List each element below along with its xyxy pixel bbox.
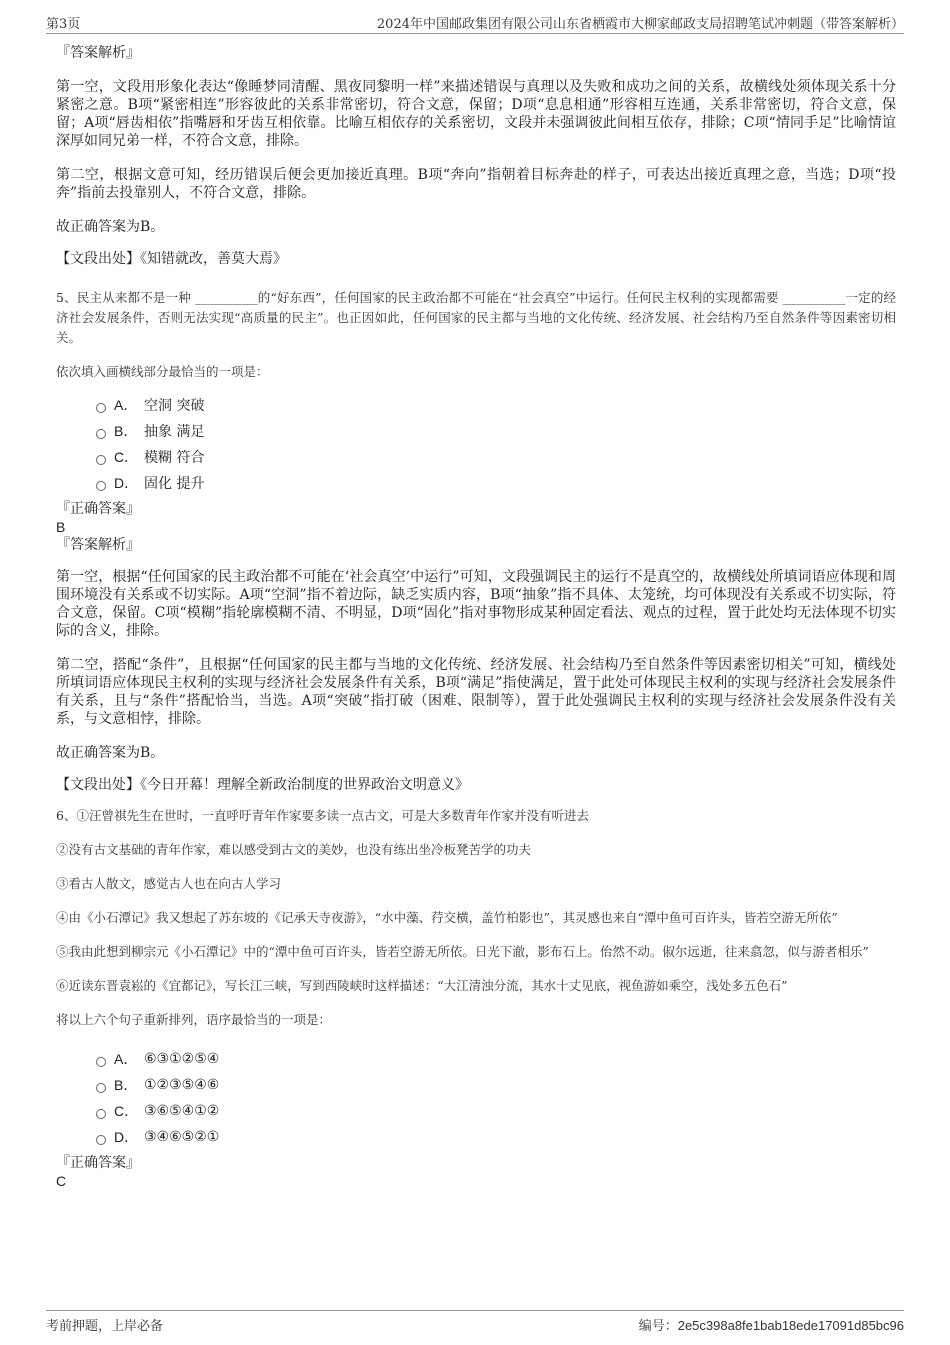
analysis-paragraph-1: 第一空，文段用形象化表达“像睡梦同清醒、黑夜同黎明一样”来描述错误与真理以及失败和成功之间的关系，故横线处须体现关系十分紧密之意。B项“紧密相连”形容彼此的关系非常密切，符合文意，保留；D项“息息相通”形容相互连通，关系非常密切，符合文意，保留；A项“唇齿相依”指嘴唇和牙齿互相依靠。比喻互相依存的关系密切，文段并未强调彼此间相互依存，排除；C项“情同手足”比喻情谊深厚如同兄弟一样，不符合文意，排除。 — [56, 79, 896, 149]
sentence-3: ③看古人散文，感觉古人也在向古人学习 — [56, 876, 282, 891]
correct-answer-value: C — [56, 1173, 67, 1189]
analysis-conclusion: 故正确答案为B。 — [56, 745, 165, 761]
radio-icon[interactable] — [96, 429, 106, 439]
radio-icon[interactable] — [96, 403, 106, 413]
sentence-4: ④由《小石潭记》我又想起了苏东坡的《记承天寺夜游》，“水中藻、荇交横，盖竹柏影也”，其灵感也来自“潭中鱼可百许头，皆若空游无所依” — [56, 910, 838, 925]
option-b[interactable]: B． 抽象 满足 — [96, 418, 896, 444]
correct-answer-label: 『正确答案』 — [56, 501, 140, 517]
passage-source: 【文段出处】《知错就改，善莫大焉》 — [56, 251, 287, 267]
passage-source: 【文段出处】《今日开幕！理解全新政治制度的世界政治文明意义》 — [56, 777, 469, 793]
sentence-2: ②没有古文基础的青年作家，难以感受到古文的美妙，也没有练出坐冷板凳苦学的功夫 — [56, 842, 532, 857]
radio-icon[interactable] — [96, 455, 106, 465]
question-6 — [56, 806, 896, 1190]
correct-answer-label: 『正确答案』 — [56, 1155, 140, 1171]
document-title: 2024年中国邮政集团有限公司山东省栖霞市大柳家邮政支局招聘笔试冲刺题（带答案解析） — [376, 17, 904, 32]
option-a[interactable]: A． ⑥③①②⑤④ — [96, 1046, 896, 1072]
code-value: 2e5c398a8fe1bab18ede17091d85bc96 — [677, 1318, 904, 1333]
question-instruction: 将以上六个句子重新排列，语序最恰当的一项是： — [56, 1012, 332, 1027]
page-footer — [46, 1310, 904, 1335]
sentence-1: 6、①汪曾祺先生在世时，一直呼吁青年作家要多读一点古文，可是大多数青年作家并没有听进去 — [56, 808, 589, 823]
page-header — [46, 13, 904, 34]
analysis-conclusion: 故正确答案为B。 — [56, 219, 165, 235]
option-c[interactable]: C． 模糊 符合 — [96, 444, 896, 470]
option-b[interactable]: B． ①②③⑤④⑥ — [96, 1072, 896, 1098]
analysis-paragraph-2: 第二空，根据文意可知，经历错误后便会更加接近真理。B项“奔向”指朝着目标奔赴的样子，可表达出接近真理之意，当选；D项“投奔”指前去投靠别人，不符合文意，排除。 — [56, 167, 896, 201]
correct-answer-value: B — [56, 519, 66, 535]
document-code — [639, 1315, 904, 1334]
code-label: 编号： — [638, 1319, 678, 1334]
sentence-5: ⑤我由此想到柳宗元《小石潭记》中的“潭中鱼可百许头，皆若空游无所依。日光下澈，影布石上。佁然不动。俶尔远逝，往来翕忽，似与游者相乐” — [56, 944, 869, 959]
radio-icon[interactable] — [96, 481, 106, 491]
radio-icon[interactable] — [96, 1083, 106, 1093]
option-list — [96, 1046, 896, 1150]
radio-icon[interactable] — [96, 1135, 106, 1145]
page-content — [56, 44, 896, 1190]
question-stem: 5、民主从来都不是一种 __________的“好东西”，任何国家的民主政治都不可能在“社会真空”中运行。任何民主权利的实现都需要 __________一定的经济社会发展条件，否则无法实现“高质量的民主”。也正因如此，任何国家的民主都与当地的文化传统、经济发展、社会结构乃至自然条件等因素密切相关。 — [56, 290, 896, 345]
option-d[interactable]: D． ③④⑥⑤②① — [96, 1124, 896, 1150]
question-5 — [56, 288, 896, 794]
option-c[interactable]: C． ③⑥⑤④①② — [96, 1098, 896, 1124]
question-4-analysis — [56, 44, 896, 268]
sentence-6: ⑥近读东晋袁崧的《宜都记》，写长江三峡，写到西陵峡时这样描述：“大江清浊分流，其水十丈见底，视鱼游如乘空，浅处多五色石” — [56, 978, 788, 993]
analysis-label: 『答案解析』 — [56, 537, 140, 553]
analysis-paragraph-2: 第二空，搭配“条件”，且根据“任何国家的民主都与当地的文化传统、经济发展、社会结构乃至自然条件等因素密切相关”可知，横线处所填词语应体现民主权利的实现与经济社会发展条件有关系，B项“满足”指使满足，置于此处可体现民主权利的实现与经济社会发展条件有关系，且与“条件”搭配恰当，当选。A项“突破”指打破（困难、限制等），置于此处强调民主权利的实现与经济社会发展条件没有关系，与文意相悖，排除。 — [56, 657, 896, 727]
radio-icon[interactable] — [96, 1057, 106, 1067]
footer-slogan: 考前押题，上岸必备 — [46, 1319, 164, 1334]
question-instruction: 依次填入画横线部分最恰当的一项是： — [56, 364, 269, 379]
option-list — [96, 392, 896, 496]
analysis-paragraph-1: 第一空，根据“任何国家的民主政治都不可能在‘社会真空’中运行”可知，文段强调民主的运行不是真空的，故横线处所填词语应体现和周围环境没有关系或不切实际。A项“空洞”指不着边际，缺乏实质内容，B项“抽象”指不具体、太笼统，均可体现没有关系或不切实际，符合文意，保留。C项“模糊”指轮廓模糊不清、不明显，D项“固化”指对事物形成某种固定看法、观点的过程，置于此处均无法体现不切实际的含义，排除。 — [56, 569, 896, 639]
radio-icon[interactable] — [96, 1109, 106, 1119]
analysis-label: 『答案解析』 — [56, 45, 140, 61]
option-d[interactable]: D． 固化 提升 — [96, 470, 896, 496]
page-number: 第3页 — [46, 17, 81, 32]
option-a[interactable]: A． 空洞 突破 — [96, 392, 896, 418]
